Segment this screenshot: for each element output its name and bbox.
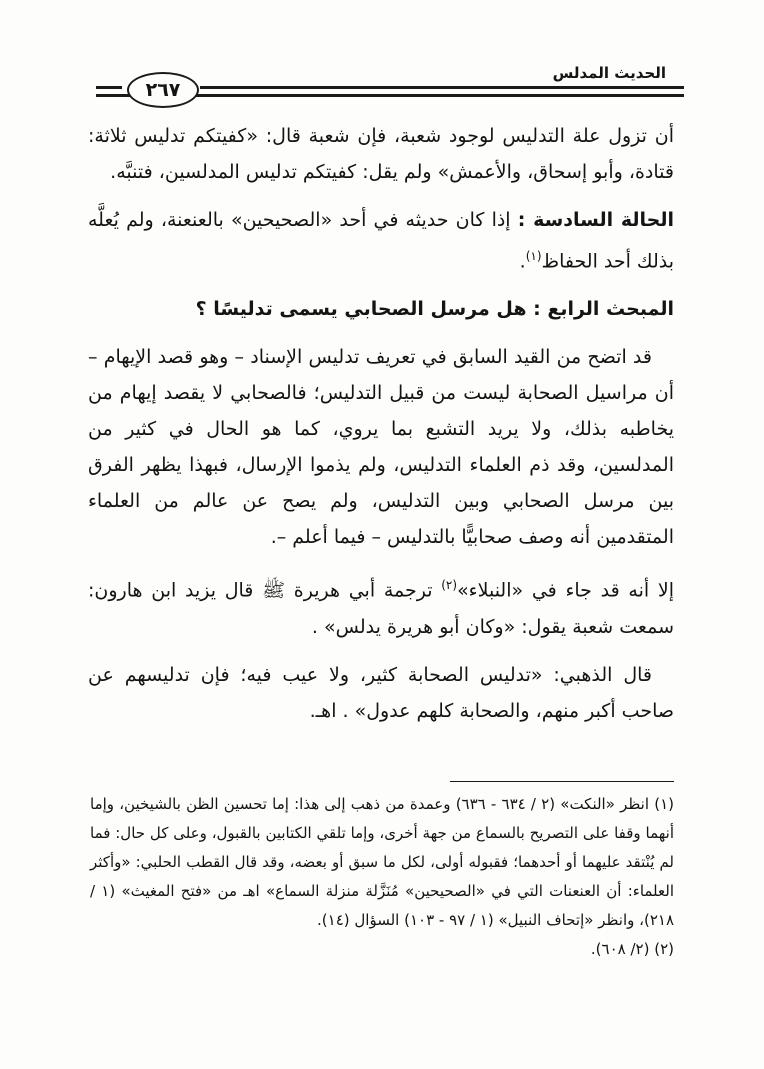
footnote-1: (١) انظر «النكت» (٢ / ٦٣٤ - ٦٣٦) وعمدة من ذهب إلى هذا: إما تحسين الظن بالشيخين، وإما أنهما وقفا على التصريح بالسماع من جهة أخرى، وإما تلقي الكتابين بالقبول، وعلى كل حال: فما لم يُنْتقد عليهما أو أحدهما؛ فقبوله أولى، لكل ما سبق أو بعضه، وقد قال القطب الحلبي: «وأكثر العلماء: أن العنعنات التي في «الصحيحين» مُنَزَّلة منزلة السماع» اهـ من «فتح المغيث» (١ / ٢١٨)، وانظر «إتحاف النبيل» (١ / ٩٧ - ١٠٣) السؤال (١٤). [90,795,674,929]
header-rule-accent [96,86,122,89]
header-rule-accent [200,86,684,89]
case-text: إذا كان حديثه في أحد «الصحيحين» بالعنعنة، ولم يُعلَّه بذلك أحد الحفاظ [88,209,674,273]
footnote-ref-2[interactable]: (٢) [441,578,458,593]
page-number-badge [127,72,199,108]
page-number: ٢٦٧ [145,79,181,101]
paragraph: أن تزول علة التدليس لوجود شعبة، فإن شعبة قال: «كفيتكم تدليس ثلاثة: قتادة، وأبو إسحاق، والأعمش» ولم يقل: كفيتكم تدليس المدلسين، فتنبَّه. [88,125,674,183]
main-text [88,118,674,741]
footnote-separator [450,781,674,782]
paragraph-case-six [88,202,674,279]
case-heading: الحالة السادسة : [517,209,674,231]
paragraph [88,339,674,555]
footnote-2: (٢) (٢/ ٦٠٨). [590,940,674,958]
footnotes [90,790,674,964]
running-head-title: الحديث المدلس [552,64,666,82]
section-heading: المبحث الرابع : هل مرسل الصحابي يسمى تدليسًا ؟ [195,298,674,321]
paragraph [88,567,674,644]
paragraph-text: قال الذهبي: «تدليس الصحابة كثير، ولا عيب فيه؛ فإن تدليسهم عن صاحب أكبر منهم، والصحابة كلهم عدول» . اهـ. [88,663,674,722]
paragraph-text: إلا أنه قد جاء في «النبلاء» [457,579,674,602]
paragraph-text: ترجمة أبي هريرة ﷺ قال يزيد ابن هارون: سمعت شعبة يقول: «وكان أبو هريرة يدلس» . [88,579,674,638]
paragraph [88,657,674,729]
case-text-end: . [519,250,526,273]
paragraph-text: قد اتضح من القيد السابق في تعريف تدليس الإسناد – وهو قصد الإيهام – أن مراسيل الصحابة ليست من قبيل التدليس؛ فالصحابي لا يقصد إيهام من يخاطبه بذلك، ولا يريد التشبع بما يروي، كما هو الحال في كثير من المدلسين، وقد ذم العلماء التدليس، ولم يذموا الإرسال، فبهذا يظهر الفرق بين مرسل الصحابي وبين التدليس، ولم يصح عن عالم من العلماء المتقدمين أنه وصف صحابيًّا بالتدليس – فيما أعلم –. [88,346,674,549]
footnote-ref-1[interactable]: (١) [525,249,542,263]
